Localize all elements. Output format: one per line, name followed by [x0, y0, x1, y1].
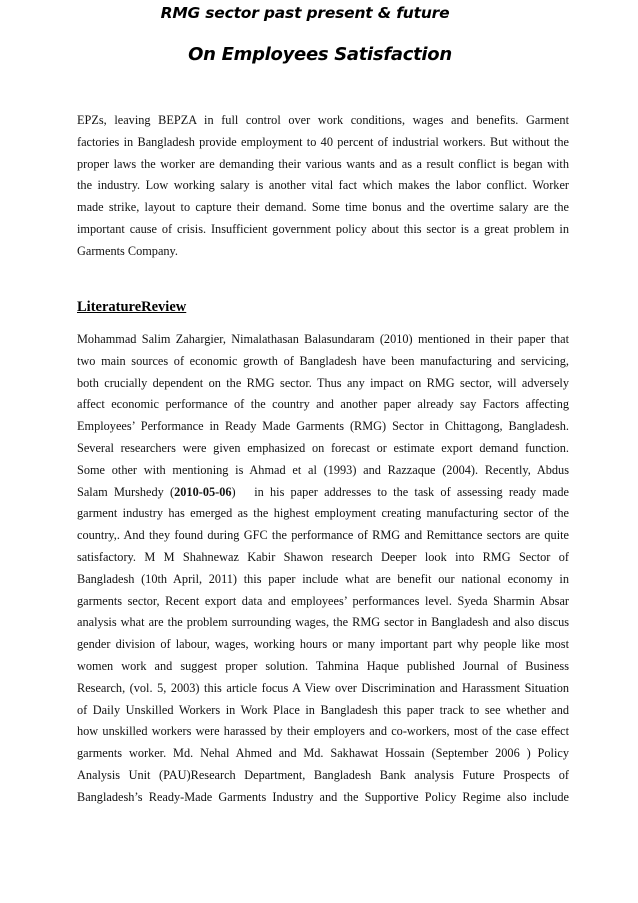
paragraph-line: factories in Bangladesh provide employment to 40 percent of industrial workers. But without the [77, 134, 569, 149]
paragraph-line: Several researchers were given emphasized on forecast or estimate export demand function. [77, 440, 569, 455]
citation-date: 2010-05-06 [174, 484, 232, 499]
paragraph-line: garments worker. Md. Nehal Ahmed and Md. Sakhawat Hossain (September 2006 ) Policy [77, 746, 569, 761]
paragraph-line: Bangladesh (10th April, 2011) this paper include what are benefit our national economy in [77, 571, 569, 586]
paragraph-line: women work and suggest proper solution. Tahmina Haque published Journal of Business [77, 658, 569, 673]
paragraph-line: two main sources of economic growth of Bangladesh have been manufacturing and servicing, [77, 353, 569, 368]
paragraph-line: Bangladesh’s Ready-Made Garments Industry and the Supportive Policy Regime also include [77, 789, 569, 804]
paragraph-line: Research, (vol. 5, 2003) this article focus A View over Discrimination and Harassment Situation [77, 680, 569, 695]
paragraph-line: garment industry has emerged as the highest employment creating manufacturing sector of the [77, 506, 569, 521]
intro-paragraph [77, 110, 569, 263]
paragraph-line: the industry. Low working salary is another vital fact which makes the labor conflict. Worker [77, 178, 569, 193]
paragraph-line: important cause of crisis. Insufficient government policy about this sector is a great problem in [77, 221, 569, 236]
paragraph-line: country,. And they found during GFC the performance of RMG and Remittance sectors are quite [77, 528, 569, 543]
running-header-title: RMG sector past present & future [160, 4, 450, 22]
paragraph-line: how unskilled workers were harassed by their employers and co-workers, most of the case effect [77, 724, 569, 739]
paragraph-line: analysis what are the problem surrounding wages, the RMG sector in Bangladesh and also discus [77, 615, 569, 630]
paragraph-line-with-date [77, 482, 569, 504]
paragraph-line: Employees’ Performance in Ready Made Garments (RMG) Sector in Chittagong, Bangladesh. [77, 419, 569, 434]
line-start: Salam Murshedy ( [77, 484, 175, 499]
paragraph-line: Analysis Unit (PAU)Research Department, Bangladesh Bank analysis Future Prospects of [77, 767, 569, 782]
paragraph-line: proper laws the worker are demanding their various wants and as a result conflict is began with [77, 156, 569, 171]
paragraph-line: affect economic performance of the country and another paper already say Factors affecting [77, 397, 569, 412]
paragraph-line: of Daily Unskilled Workers in Work Place in Bangladesh this paper track to see whether and [77, 702, 569, 717]
running-header-subtitle: On Employees Satisfaction [188, 44, 452, 65]
line-end: ) in his paper addresses to the task of assessing ready made [231, 484, 569, 499]
paragraph-line: both crucially dependent on the RMG sector. Thus any impact on RMG sector, will adversely [77, 375, 569, 390]
literature-review-paragraph [77, 329, 569, 809]
paragraph-line: Garments Company. [77, 243, 178, 258]
paragraph-line: gender division of labour, wages, working hours or many important part why people like most [77, 637, 569, 652]
section-heading-literature-review: LiteratureReview [77, 299, 187, 315]
paragraph-line: EPZs, leaving BEPZA in full control over work conditions, wages and benefits. Garment [77, 113, 569, 127]
paragraph-line: Mohammad Salim Zahargier, Nimalathasan Balasundaram (2010) mentioned in their paper that [77, 332, 569, 346]
paragraph-line: Some other with mentioning is Ahmad et al (1993) and Razzaque (2004). Recently, Abdus [77, 462, 569, 477]
paragraph-line: satisfactory. M M Shahnewaz Kabir Shawon research Deeper look into RMG Sector of [77, 549, 569, 564]
paragraph-line: garments sector, Recent export data and employees’ performances level. Syeda Sharmin Absar [77, 593, 569, 608]
paragraph-line: made strike, layout to capture their demand. Some time bonus and the overtime salary are the [77, 200, 569, 215]
